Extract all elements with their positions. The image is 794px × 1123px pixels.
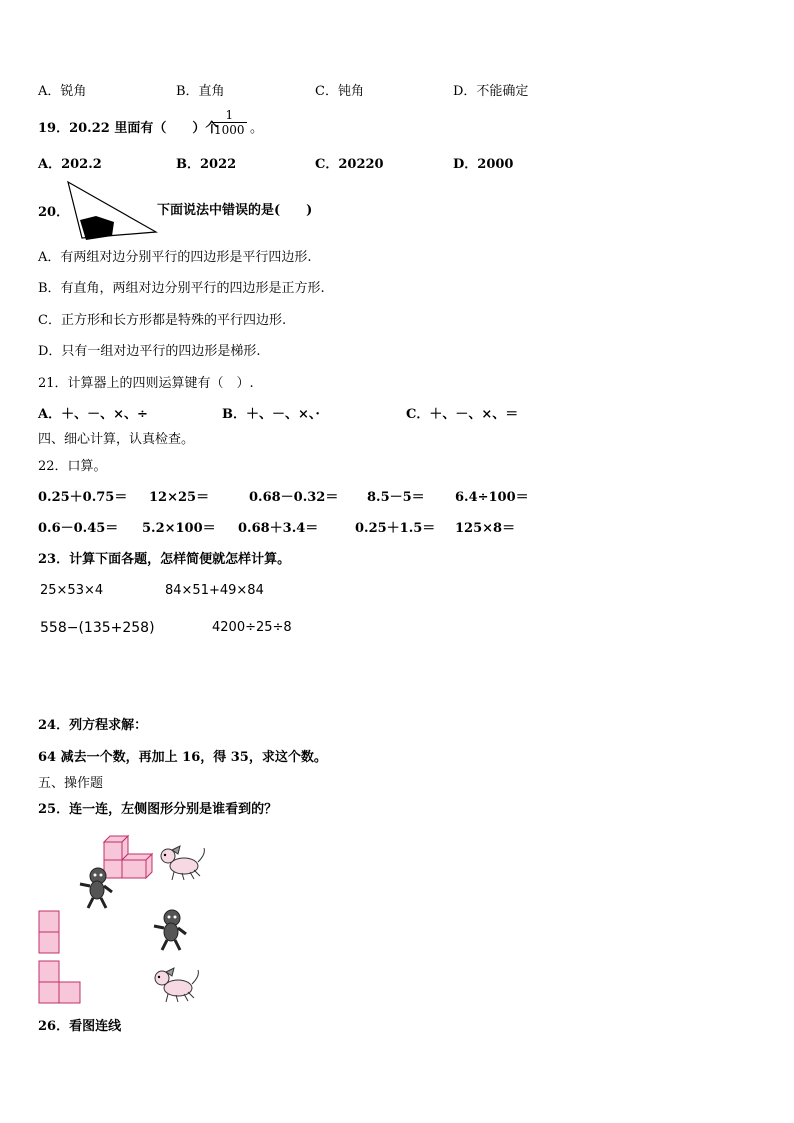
- q19-stem-suffix: 。: [250, 121, 264, 136]
- q22-item: 5.2×100＝: [142, 521, 216, 536]
- q26-stem: 26．看图连线: [38, 1019, 122, 1034]
- q22-item: 125×8＝: [455, 521, 516, 536]
- q21-stem: 21．计算器上的四则运算键有（ ）.: [38, 376, 254, 391]
- q23-expr: 25×53×4: [40, 583, 104, 598]
- q22-item: 0.68－0.32＝: [249, 490, 339, 505]
- monkey-icon: [152, 908, 188, 952]
- q20-number: 20．: [38, 205, 70, 220]
- q22-item: 0.25＋0.75＝: [38, 490, 128, 505]
- q23-expr: 4200÷25÷8: [212, 620, 292, 635]
- q20-option-b: B．有直角，两组对边分别平行的四边形是正方形.: [38, 281, 325, 296]
- q18-option-a: A．锐角: [38, 84, 87, 99]
- q19-fraction: $\frac{1}{1000}$: [214, 108, 245, 137]
- q21-option-b: B．＋、－、×、·: [222, 407, 320, 422]
- q18-option-c: C．钝角: [315, 84, 364, 99]
- view-two-squares-figure: [38, 910, 62, 956]
- q20-option-a: A．有两组对边分别平行的四边形是平行四边形.: [38, 250, 312, 265]
- q24-stem: 24．列方程求解：: [38, 718, 148, 733]
- q22-item: 12×25＝: [149, 490, 210, 505]
- dog-icon: [152, 966, 202, 1004]
- q21-option-c: C．＋、－、×、＝: [406, 407, 519, 422]
- q19-option-a: A．202.2: [38, 157, 102, 172]
- q20-option-c: C．正方形和长方形都是特殊的平行四边形.: [38, 313, 287, 328]
- q22-item: 0.68＋3.4＝: [238, 521, 319, 536]
- q21-option-a: A．＋、－、×、÷: [38, 407, 148, 422]
- view-l-shape-figure: [38, 960, 84, 1006]
- q19-option-d: D．2000: [453, 157, 514, 172]
- q20-option-d: D．只有一组对边平行的四边形是梯形.: [38, 344, 261, 359]
- q22-stem: 22．口算。: [38, 459, 107, 474]
- q23-stem: 23．计算下面各题，怎样简便就怎样计算。: [38, 552, 291, 567]
- q22-item: 6.4÷100＝: [455, 490, 529, 505]
- q18-option-d: D．不能确定: [453, 84, 529, 99]
- triangle-figure: [66, 180, 156, 242]
- monkey-icon: [78, 866, 114, 910]
- q24-problem: 64 减去一个数，再加上 16，得 35，求这个数。: [38, 750, 327, 765]
- q20-stem: 下面说法中错误的是( ): [157, 203, 313, 218]
- q19-option-c: C．20220: [315, 157, 384, 172]
- section-5-title: 五、操作题: [38, 776, 104, 791]
- q23-expr: 84×51+49×84: [165, 583, 264, 598]
- q18-option-b: B．直角: [176, 84, 225, 99]
- q22-item: 0.6－0.45＝: [38, 521, 119, 536]
- q19-stem: 19．20.22 里面有（ ）个: [38, 121, 219, 136]
- q23-expr: 558−(135+258): [40, 620, 155, 636]
- q19-option-b: B．2022: [176, 157, 237, 172]
- q25-stem: 25．连一连，左侧图形分别是谁看到的？: [38, 802, 278, 817]
- section-4-title: 四、细心计算，认真检查。: [38, 432, 195, 447]
- dog-icon: [158, 844, 208, 882]
- q22-item: 0.25＋1.5＝: [355, 521, 436, 536]
- q22-item: 8.5－5＝: [367, 490, 425, 505]
